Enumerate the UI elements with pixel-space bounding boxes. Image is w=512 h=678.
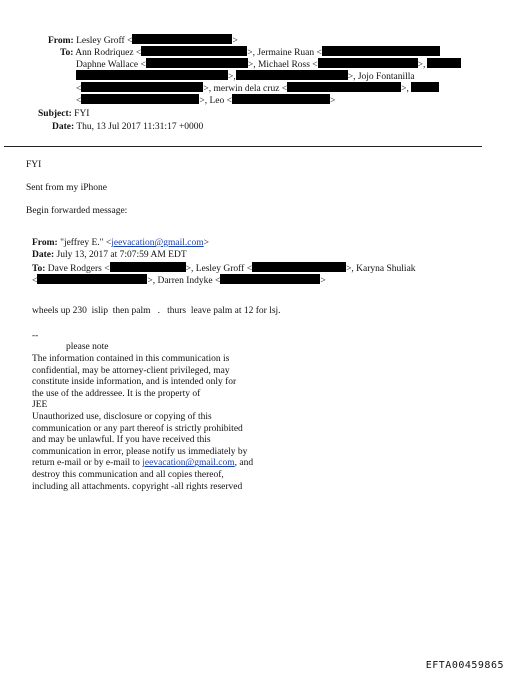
fwd-date-value: July 13, 2017 at 7:07:59 AM EDT xyxy=(56,250,187,260)
body-fyi: FYI xyxy=(26,160,42,170)
sig-dash: -- xyxy=(32,331,39,341)
to-text: < xyxy=(76,96,82,106)
redaction-box xyxy=(287,82,401,92)
to-text: Ann Rodriquez < xyxy=(75,48,142,58)
disclaimer-line: communication in error, please notify us immediately by xyxy=(32,446,248,457)
redaction-box xyxy=(141,46,247,56)
fwd-from-email-link[interactable]: jeevacation@gmail.com xyxy=(111,238,204,248)
fwd-to-text: > xyxy=(320,276,326,286)
header-date-row xyxy=(52,121,203,133)
disclaimer-text: , and xyxy=(234,458,254,469)
body-sent-from: Sent from my iPhone xyxy=(26,183,108,193)
fwd-from-row xyxy=(32,238,209,250)
disclaimer-line-email xyxy=(32,458,253,470)
to-text: >, xyxy=(401,84,409,94)
fwd-to-label: To: xyxy=(32,264,46,274)
fwd-from-label: From: xyxy=(32,238,58,248)
redaction-box xyxy=(81,94,199,104)
to-text: > xyxy=(329,96,336,106)
to-text: >, Jermaine Ruan < xyxy=(247,48,322,58)
to-text: >, Michael Ross < xyxy=(247,60,318,70)
redaction-box xyxy=(252,262,346,272)
header-divider xyxy=(4,146,482,147)
redaction-box xyxy=(132,34,232,44)
fwd-from-close: > xyxy=(203,238,209,248)
fwd-to-row-2 xyxy=(32,274,326,288)
redaction-box xyxy=(76,70,228,80)
disclaimer-line: and may be unlawful. If you have received this xyxy=(32,435,211,446)
to-label: To: xyxy=(60,48,74,58)
bates-number: EFTA00459865 xyxy=(425,660,504,671)
to-text: >, Leo < xyxy=(199,96,232,106)
redaction-box xyxy=(322,46,440,56)
disclaimer-line: JEE xyxy=(32,400,48,411)
fwd-to-text: >, Karyna Shuliak xyxy=(346,264,416,274)
subject-label: Subject: xyxy=(38,109,72,119)
header-subject-row xyxy=(38,108,89,120)
disclaimer-line: Unauthorized use, disclosure or copying of this xyxy=(32,411,212,422)
to-text: >, Jojo Fontanilla xyxy=(347,72,415,82)
fwd-message: wheels up 230 islip then palm . thurs leave palm at 12 for lsj. xyxy=(32,306,281,316)
redaction-box xyxy=(81,82,203,92)
header-to-row-5 xyxy=(76,94,335,107)
disclaimer-line: the use of the addressee. It is the property of xyxy=(32,388,201,399)
from-name: Lesley Groff < xyxy=(76,36,133,46)
redaction-box xyxy=(318,58,418,68)
to-text: >, xyxy=(417,60,426,70)
disclaimer-line: confidential, may be attorney-client privileged, may xyxy=(32,365,230,376)
from-label: From: xyxy=(48,36,74,46)
redaction-box xyxy=(236,70,348,80)
redaction-box xyxy=(37,274,147,284)
to-text: >, merwin dela cruz < xyxy=(203,84,288,94)
to-text: Daphne Wallace < xyxy=(76,60,146,70)
disclaimer-line: including all attachments. copyright -all rights reserved xyxy=(32,481,243,492)
disclaimer-block xyxy=(32,354,253,493)
redaction-box xyxy=(232,94,330,104)
body-forwarded: Begin forwarded message: xyxy=(26,206,128,216)
redaction-box xyxy=(146,58,248,68)
fwd-to-text: >, Lesley Groff < xyxy=(185,264,253,274)
to-text: < xyxy=(76,84,82,94)
fwd-to-text: Dave Rodgers < xyxy=(47,264,110,274)
fwd-to-text: < xyxy=(32,276,38,286)
disclaimer-line: The information contained in this communication is xyxy=(32,354,230,364)
redaction-box xyxy=(220,274,320,284)
disclaimer-text: return e-mail or by e-mail to xyxy=(32,458,143,469)
please-note: please note xyxy=(66,342,109,352)
disclaimer-line: destroy this communication and all copies thereof, xyxy=(32,469,224,480)
disclaimer-line: communication or any part thereof is strictly prohibited xyxy=(32,423,243,434)
date-label: Date: xyxy=(52,122,75,132)
redaction-box xyxy=(427,58,461,68)
header-from-row: From: Lesley Groff < > xyxy=(48,36,238,46)
redaction-box xyxy=(411,82,439,92)
fwd-date-label: Date: xyxy=(32,250,55,260)
fwd-to-text: >, Darren Indyke < xyxy=(147,276,221,286)
date-value: Thu, 13 Jul 2017 11:31:17 +0000 xyxy=(76,122,204,132)
fwd-date-row xyxy=(32,250,187,262)
fwd-from-text: "jeffrey E." < xyxy=(60,238,112,248)
disclaimer-email-link[interactable]: jeevacation@gmail.com xyxy=(142,458,235,469)
subject-value: FYI xyxy=(74,109,90,119)
disclaimer-line: constitute inside information, and is intended only for xyxy=(32,377,237,388)
redaction-box xyxy=(110,262,186,272)
to-text: >, xyxy=(228,72,236,82)
